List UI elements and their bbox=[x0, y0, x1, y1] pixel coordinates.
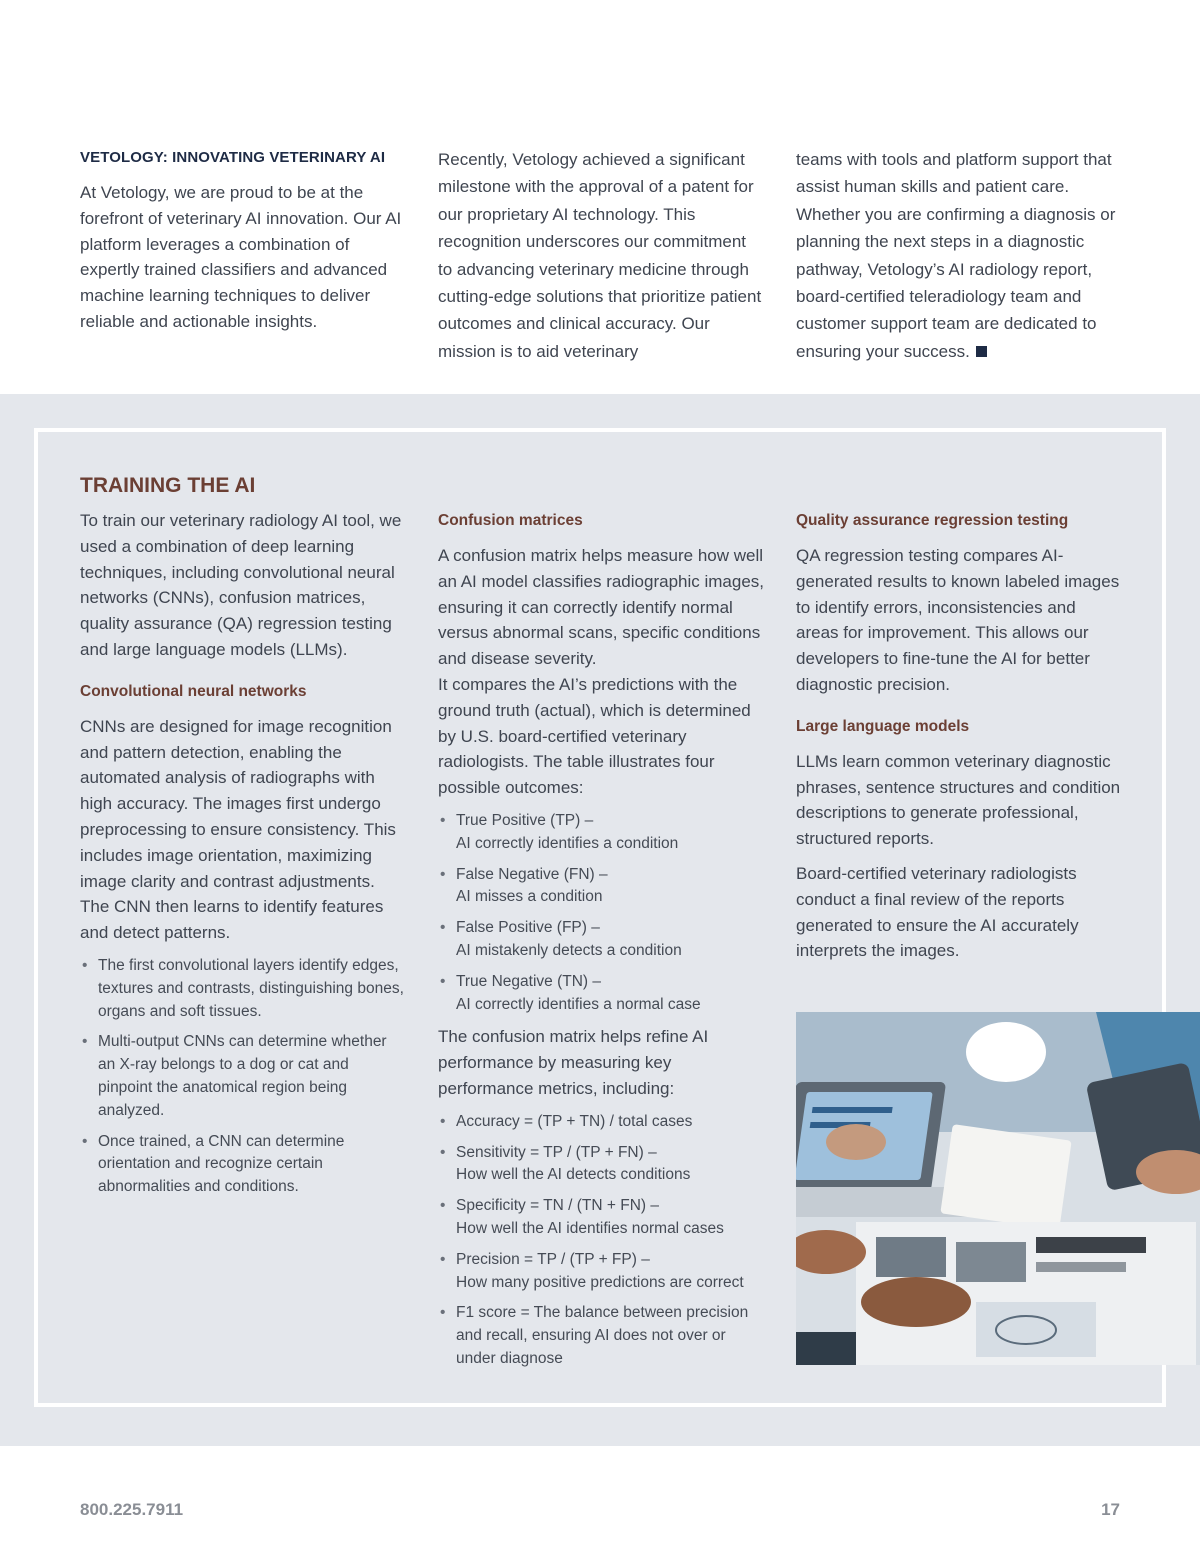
outcome-term: True Positive (TP) – bbox=[456, 811, 594, 829]
metric-desc: How many positive predictions are correct bbox=[456, 1273, 744, 1291]
metric-term: F1 score = The balance between precision and recall, ensuring AI does not over or under diagnose bbox=[456, 1304, 749, 1367]
intro-paragraph-3 bbox=[796, 146, 1122, 365]
qa-text: QA regression testing compares AI-generated results to known labeled images to identify errors, inconsistencies and areas for improvement. This allows our developers to fine-tune the AI for better diagnostic precision. bbox=[796, 546, 1120, 694]
list-item bbox=[438, 810, 764, 856]
confusion-text-2: It compares the AI’s predictions with the ground truth (actual), which is determined by U.S. board-certified veterinary radiologists. The table illustrates four possible outcomes: bbox=[438, 674, 751, 798]
list-item: • Once trained, a CNN can determine orientation and recognize certain abnormalities and conditions. bbox=[80, 1131, 406, 1199]
list-item bbox=[438, 917, 764, 963]
intro-column-3 bbox=[796, 146, 1122, 365]
training-column-1 bbox=[80, 470, 406, 1207]
list-item bbox=[438, 1142, 764, 1188]
intro-column-1 bbox=[80, 146, 406, 335]
intro-heading: VETOLOGY: INNOVATING VETERINARY AI bbox=[80, 149, 386, 166]
training-column-2 bbox=[438, 510, 764, 1379]
outcome-desc: AI misses a condition bbox=[456, 888, 603, 906]
cnn-bullet-list bbox=[80, 955, 406, 1199]
list-item bbox=[438, 971, 764, 1017]
metric-term: Precision = TP / (TP + FP) – bbox=[456, 1250, 650, 1268]
metric-desc: How well the AI identifies normal cases bbox=[456, 1219, 724, 1237]
llm-text-2: Board-certified veterinary radiologists conduct a final review of the reports generated to ensure the AI accurately interprets the images. bbox=[796, 863, 1079, 961]
list-item bbox=[438, 1302, 764, 1370]
list-item: • Multi-output CNNs can determine whether an X-ray belongs to a dog or cat and pinpoint the anatomical region being analyzed. bbox=[80, 1031, 406, 1122]
outcome-term: False Positive (FP) – bbox=[456, 919, 600, 937]
outcome-desc: AI correctly identifies a normal case bbox=[456, 995, 701, 1013]
list-item bbox=[438, 864, 764, 910]
footer-phone: 800.225.7911 bbox=[80, 1500, 184, 1519]
list-item bbox=[438, 1195, 764, 1241]
team-reviewing-radiographs-photo bbox=[796, 1012, 1200, 1365]
confusion-text-3: The confusion matrix helps refine AI performance by measuring key performance metrics, including: bbox=[438, 1027, 709, 1098]
cnn-heading: Convolutional neural networks bbox=[80, 682, 307, 700]
metric-term: Specificity = TN / (TN + FN) – bbox=[456, 1197, 659, 1215]
confusion-text-1: A confusion matrix helps measure how well an AI model classifies radiographic images, ensuring it can correctly identify normal versus abnormal scans, specific conditions and disease severity. bbox=[438, 546, 764, 669]
outcome-desc: AI mistakenly detects a condition bbox=[456, 941, 682, 959]
outcome-desc: AI correctly identifies a condition bbox=[456, 834, 679, 852]
metric-desc: How well the AI detects conditions bbox=[456, 1166, 691, 1184]
outcomes-list bbox=[438, 810, 764, 1016]
intro-column-2 bbox=[438, 146, 764, 365]
end-of-article-mark bbox=[976, 346, 987, 357]
training-column-3 bbox=[796, 510, 1122, 973]
training-intro: To train our veterinary radiology AI tool, we used a combination of deep learning techniques, including convolutional neural networks (CNNs), confusion matrices, quality assurance (QA) regression testing and large language models (LLMs). bbox=[80, 511, 402, 659]
outcome-term: True Negative (TN) – bbox=[456, 972, 601, 990]
list-item bbox=[438, 1111, 764, 1134]
intro-section bbox=[0, 0, 1200, 394]
llm-text-1: LLMs learn common veterinary diagnostic phrases, sentence structures and condition descriptions to generate professional, structured reports. bbox=[796, 751, 1121, 849]
photo-illustration bbox=[796, 1012, 1200, 1365]
cnn-text: CNNs are designed for image recognition and pattern detection, enabling the automated analysis of radiographs with high accuracy. The images first undergo preprocessing to ensure consistency. This includes image orientation, maximizing image clarity and contrast adjustments. The CNN then learns to identify features and detect patterns. bbox=[80, 716, 396, 943]
training-heading: TRAINING THE AI bbox=[80, 474, 256, 497]
metrics-list bbox=[438, 1111, 764, 1371]
list-item bbox=[438, 1249, 764, 1295]
intro-paragraph-2: Recently, Vetology achieved a significant milestone with the approval of a patent for our proprietary AI technology. This recognition underscores our commitment to advancing veterinary medicine through cutting-edge solutions that prioritize patient outcomes and clinical accuracy. Our mission is to aid veterinary bbox=[438, 150, 762, 361]
outcome-term: False Negative (FN) – bbox=[456, 865, 608, 883]
qa-heading: Quality assurance regression testing bbox=[796, 512, 1069, 529]
metric-term: Sensitivity = TP / (TP + FN) – bbox=[456, 1143, 657, 1161]
list-item: • The first convolutional layers identify edges, textures and contrasts, distinguishing bones, organs and soft tissues. bbox=[80, 955, 406, 1023]
page-number: 17 bbox=[1101, 1500, 1120, 1519]
intro-paragraph-3-text: teams with tools and platform support that assist human skills and patient care. Whether you are confirming a diagnosis or planning the next steps in a diagnostic pathway, Vetology’s AI radiology report, board-certified teleradiology team and customer support team are dedicated to ensuring your success. bbox=[796, 150, 1116, 361]
intro-paragraph-1: At Vetology, we are proud to be at the forefront of veterinary AI innovation. Our AI platform leverages a combination of expertly trained classifiers and advanced machine learning techniques to deliver reliable and actionable insights. bbox=[80, 183, 402, 331]
llm-heading: Large language models bbox=[796, 717, 970, 735]
metric-term: Accuracy = (TP + TN) / total cases bbox=[456, 1112, 693, 1130]
confusion-heading: Confusion matrices bbox=[438, 512, 583, 529]
